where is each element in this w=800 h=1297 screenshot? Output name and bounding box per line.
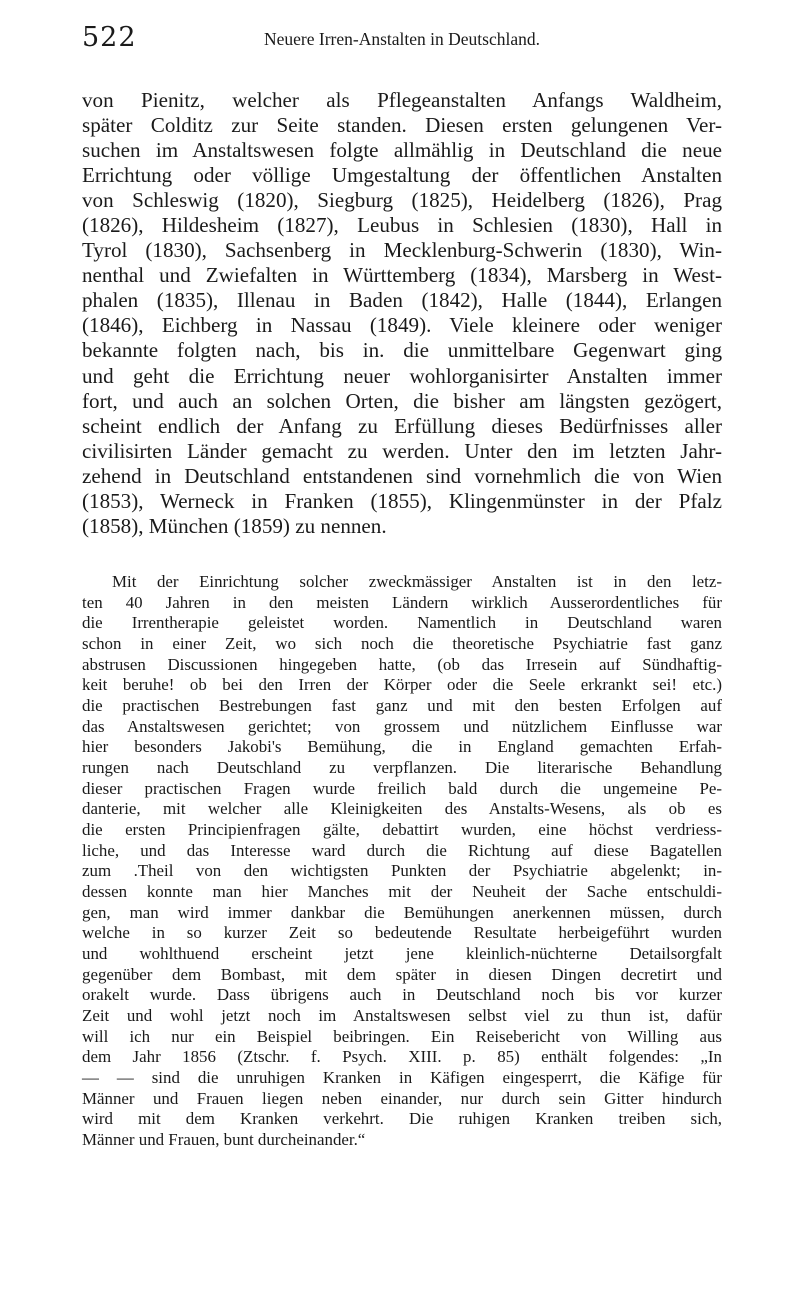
text-line: liche, und das Interesse ward durch die Richtung auf diese Bagatellen	[82, 840, 722, 860]
text-line: Männer und Frauen liegen neben einander, nur durch sein Gitter hindurch	[82, 1088, 722, 1108]
text-line: keit beruhe! ob bei den Irren der Körper oder die Seele erkrankt sei! etc.)	[82, 675, 722, 695]
main-paragraph	[82, 88, 722, 539]
text-line: suchen im Anstaltswesen folgte allmählig in Deutschland die neue	[82, 138, 722, 163]
page-header	[82, 20, 722, 60]
text-line: zehend in Deutschland entstandenen sind vornehmlich die von Wien	[82, 463, 722, 488]
text-line: von Pienitz, welcher als Pflegeanstalten Anfangs Waldheim,	[82, 88, 722, 112]
text-line: die ersten Principienfragen gälte, debattirt wurden, eine höchst verdriess-	[82, 820, 722, 840]
text-line: welche in so kurzer Zeit so bedeutende Resultate herbeigeführt wurden	[82, 923, 722, 943]
text-line: die practischen Bestrebungen fast ganz und mit den besten Erfolgen auf	[82, 696, 722, 716]
text-line: abstrusen Discussionen hingegeben hatte, (ob das Irresein auf Sündhaftig-	[82, 654, 722, 674]
text-line: civilisirten Länder gemacht zu werden. Unter den im letzten Jahr-	[82, 438, 722, 463]
text-line: Männer und Frauen, bunt durcheinander.“	[82, 1130, 366, 1150]
text-line: dessen konnte man hier Manches mit der Neuheit der Sache entschuldi-	[82, 882, 722, 902]
text-line: das Anstaltswesen gerichtet; von grossem und nützlichem Einflusse war	[82, 716, 722, 736]
text-line: zum .Theil von den wichtigsten Punkten der Psychiatrie abgelenkt; in-	[82, 861, 722, 881]
text-line: (1826), Hildesheim (1827), Leubus in Schlesien (1830), Hall in	[82, 213, 722, 238]
text-line: scheint endlich der Anfang zu Erfüllung dieses Bedürfnisses aller	[82, 413, 722, 438]
text-line: hier besonders Jakobi's Bemühung, die in England gemachten Erfah-	[82, 737, 722, 757]
secondary-paragraph	[82, 572, 722, 1151]
text-line: Tyrol (1830), Sachsenberg in Mecklenburg-Schwerin (1830), Win-	[82, 238, 722, 263]
text-line: orakelt wurde. Dass übrigens auch in Deutschland noch bis vor kurzer	[82, 985, 722, 1005]
text-line: die Irrentherapie geleistet worden. Namentlich in Deutschland waren	[82, 613, 722, 633]
text-line: — — sind die unruhigen Kranken in Käfigen eingesperrt, die Käfige für	[82, 1068, 722, 1088]
text-line: phalen (1835), Illenau in Baden (1842), Halle (1844), Erlangen	[82, 288, 722, 313]
text-line: will ich nur ein Beispiel beibringen. Ein Reisebericht von Willing aus	[82, 1026, 722, 1046]
text-line: (1853), Werneck in Franken (1855), Klingenmünster in der Pfalz	[82, 488, 722, 513]
text-line: Mit der Einrichtung solcher zweckmässiger Anstalten ist in den letz-	[112, 572, 722, 591]
text-line: ten 40 Jahren in den meisten Ländern wirklich Ausserordentliches für	[82, 592, 722, 612]
text-line: Errichtung oder völlige Umgestaltung der öffentlichen Anstalten	[82, 163, 722, 188]
text-line: dieser practischen Fragen wurde freilich bald durch die ungemeine Pe-	[82, 778, 722, 798]
text-line: gegenüber dem Bombast, mit dem später in diesen Dingen decretirt und	[82, 964, 722, 984]
text-line: dem Jahr 1856 (Ztschr. f. Psych. XIII. p. 85) enthält folgendes: „In	[82, 1047, 722, 1067]
text-line: nenthal und Zwiefalten in Württemberg (1834), Marsberg in West-	[82, 263, 722, 288]
text-line: danterie, mit welcher alle Kleinigkeiten des Anstalts-Wesens, als ob es	[82, 799, 722, 819]
text-line: bekannte folgten nach, bis in. die unmittelbare Gegenwart ging	[82, 338, 722, 363]
text-line: (1846), Eichberg in Nassau (1849). Viele kleinere oder weniger	[82, 313, 722, 338]
text-line: schon in einer Zeit, wo sich noch die theoretische Psychiatrie fast ganz	[82, 634, 722, 654]
text-line: von Schleswig (1820), Siegburg (1825), Heidelberg (1826), Prag	[82, 188, 722, 213]
text-line: wird mit dem Kranken verkehrt. Die ruhigen Kranken treiben sich,	[82, 1109, 722, 1129]
text-line: (1858), München (1859) zu nennen.	[82, 513, 387, 538]
text-line: Zeit und wohl jetzt noch im Anstaltswesen selbst viel zu thun ist, dafür	[82, 1006, 722, 1026]
text-line: und wohlthuend erscheint jetzt jene kleinlich-nüchterne Detailsorgfalt	[82, 944, 722, 964]
text-line: rungen nach Deutschland zu verpflanzen. Die literarische Behandlung	[82, 758, 722, 778]
text-line: fort, und auch an solchen Orten, die bisher am längsten gezögert,	[82, 388, 722, 413]
text-line: später Colditz zur Seite standen. Diesen ersten gelungenen Ver-	[82, 113, 722, 138]
running-head: Neuere Irren-Anstalten in Deutschland.	[263, 29, 540, 49]
page-number: 522	[82, 22, 137, 53]
text-line: und geht die Errichtung neuer wohlorganisirter Anstalten immer	[82, 363, 722, 388]
text-line: gen, man wird immer dankbar die Bemühungen anerkennen müssen, durch	[82, 902, 722, 922]
